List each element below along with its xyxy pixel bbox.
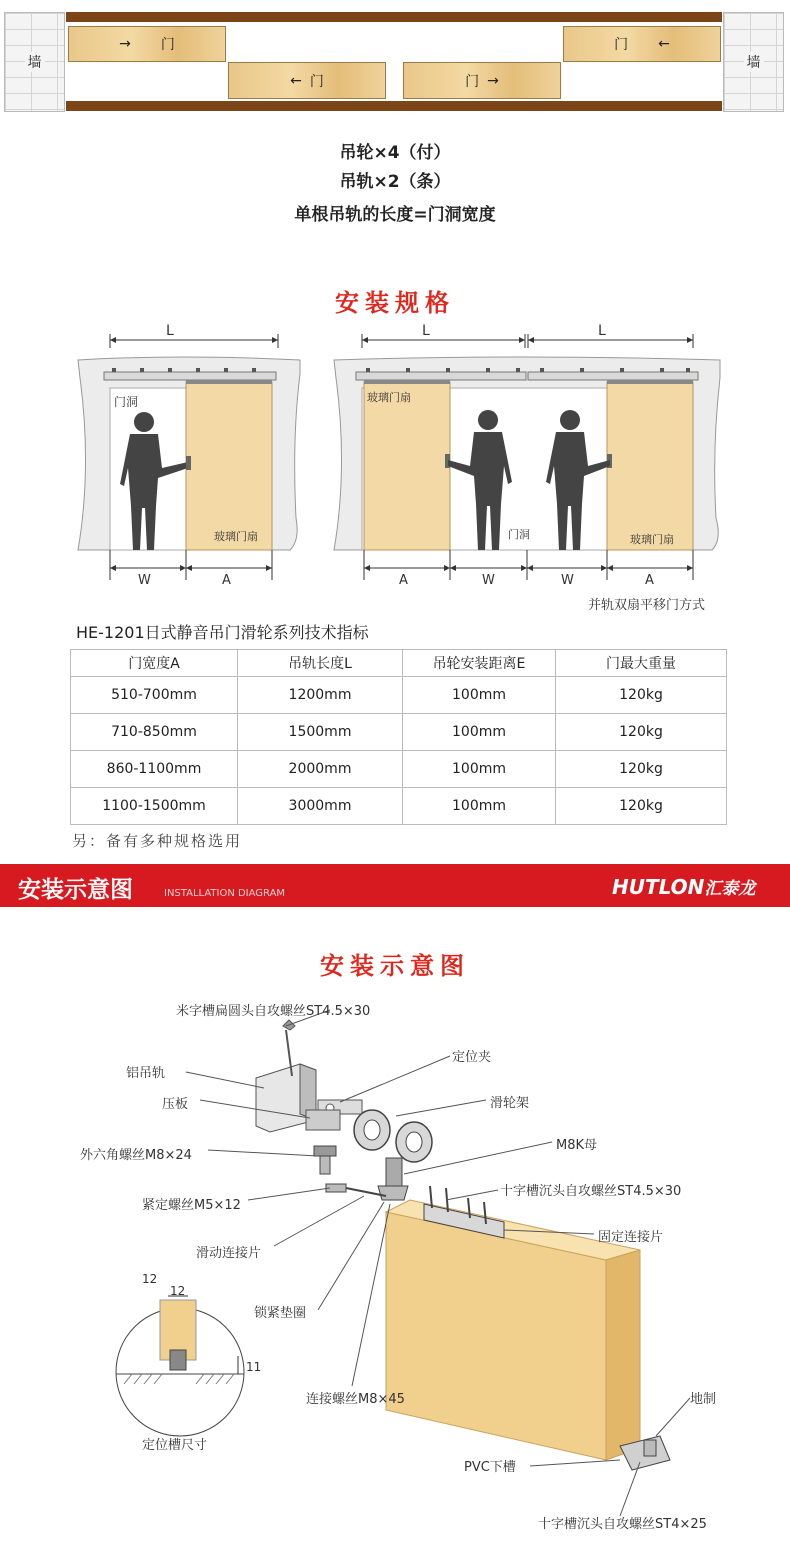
- label-lock-washer: 锁紧垫圈: [254, 1306, 307, 1321]
- table-header-cell: 吊轮安装距离E: [403, 650, 556, 677]
- table-row: [71, 751, 727, 788]
- caption-rollers: 吊轮×4（付）: [339, 143, 451, 163]
- label-connect-screw: 连接螺丝M8×45: [306, 1392, 405, 1407]
- install-title: 安装示意图: [320, 952, 470, 980]
- table-row: [71, 714, 727, 751]
- left-length-label: L: [166, 323, 174, 339]
- label-set-screw: 紧定螺丝M5×12: [142, 1198, 241, 1213]
- table-cell: 510-700mm: [71, 677, 238, 714]
- left-install-diagram: [78, 334, 300, 580]
- table-cell: 100mm: [403, 714, 556, 751]
- label-groove-size: 定位槽尺寸: [142, 1438, 208, 1453]
- right-length-label-1: L: [422, 323, 430, 339]
- right-opening-label: 门洞: [508, 528, 530, 541]
- table-note: 另：备有多种规格选用: [72, 832, 243, 850]
- right-door-label-left: 玻璃门扇: [367, 391, 411, 404]
- arrow-left-icon: ←: [290, 72, 302, 89]
- table-cell: 1200mm: [238, 677, 403, 714]
- left-dim-a: A: [222, 573, 231, 588]
- label-nut: M8K母: [556, 1138, 598, 1153]
- table-header-cell: 门最大重量: [556, 650, 727, 677]
- arrow-right-icon: →: [119, 36, 131, 52]
- label-fixed-plate: 固定连接片: [598, 1230, 664, 1245]
- label-clip: 定位夹: [452, 1050, 492, 1065]
- right-dim-a1: A: [399, 573, 408, 588]
- spec-title: 安装规格: [335, 289, 455, 317]
- label-plate: 压板: [162, 1097, 189, 1112]
- right-dim-w1: W: [482, 573, 495, 588]
- label-hex-bolt: 外六角螺丝M8×24: [80, 1148, 192, 1163]
- label-slide-plate: 滑动连接片: [196, 1246, 262, 1261]
- table-row: [71, 788, 727, 825]
- left-dim-w: W: [138, 573, 151, 588]
- right-dim-w2: W: [561, 573, 574, 588]
- right-door-label-right: 玻璃门扇: [630, 533, 674, 546]
- table-cell: 1100-1500mm: [71, 788, 238, 825]
- label-pvc-groove: PVC下槽: [464, 1460, 516, 1475]
- door-4: 门 →: [403, 62, 561, 99]
- table-cell: 100mm: [403, 751, 556, 788]
- right-dim-a2: A: [645, 573, 654, 588]
- left-door-label: 玻璃门扇: [214, 530, 258, 543]
- banner-subtitle: INSTALLATION DIAGRAM: [164, 888, 286, 899]
- table-header-row: [71, 650, 727, 677]
- brand-logo: HUTLON汇泰龙: [612, 875, 756, 899]
- arrow-left-icon: ←: [658, 36, 670, 52]
- caption-rail-length: 单根吊轨的长度=门洞宽度: [294, 205, 496, 225]
- table-header-cell: 吊轨长度L: [238, 650, 403, 677]
- rail-bottom: [66, 101, 722, 111]
- table-cell: 710-850mm: [71, 714, 238, 751]
- left-opening-label: 门洞: [114, 395, 139, 409]
- section-banner: [0, 864, 790, 907]
- door-3: 门 ←: [563, 26, 721, 62]
- caption-rails: 吊轨×2（条）: [339, 172, 451, 192]
- table-title: HE-1201日式静音吊门滑轮系列技术指标: [76, 623, 369, 642]
- door-1: → 门: [68, 26, 226, 62]
- label-roller-frame: 滑轮架: [490, 1096, 530, 1111]
- label-dim-12a: 12: [142, 1272, 158, 1286]
- label-floor-guide: 地制: [690, 1392, 717, 1407]
- table-cell: 1500mm: [238, 714, 403, 751]
- spec-table: [70, 649, 727, 825]
- wall-left: 墙: [4, 12, 65, 112]
- label-dim-12b: 12: [170, 1284, 186, 1298]
- table-cell: 100mm: [403, 788, 556, 825]
- table-cell: 3000mm: [238, 788, 403, 825]
- table-cell: 120kg: [556, 677, 727, 714]
- table-row: [71, 677, 727, 714]
- label-rail: 铝吊轨: [126, 1066, 166, 1081]
- label-bottom-screw: 十字槽沉头自攻螺丝ST4×25: [538, 1517, 707, 1532]
- spec-diagrams: [0, 318, 790, 618]
- table-header-cell: 门宽度A: [71, 650, 238, 677]
- table-cell: 120kg: [556, 751, 727, 788]
- table-cell: 120kg: [556, 788, 727, 825]
- banner-title: 安装示意图: [18, 877, 133, 903]
- table-cell: 100mm: [403, 677, 556, 714]
- right-diagram-caption: 并轨双扇平移门方式: [588, 598, 706, 613]
- install-diagram: [0, 990, 790, 1546]
- label-cross-screw: 十字槽沉头自攻螺丝ST4.5×30: [500, 1184, 682, 1199]
- right-length-label-2: L: [598, 323, 606, 339]
- wall-right: 墙: [723, 12, 784, 112]
- table-cell: 2000mm: [238, 751, 403, 788]
- label-dim-11: 11: [246, 1360, 262, 1374]
- arrow-right-icon: →: [487, 72, 499, 89]
- label-screw-top: 米字槽扁圆头自攻螺丝ST4.5×30: [176, 1004, 371, 1019]
- table-cell: 120kg: [556, 714, 727, 751]
- rail-top: [66, 12, 722, 22]
- table-cell: 860-1100mm: [71, 751, 238, 788]
- door-2: ← 门: [228, 62, 386, 99]
